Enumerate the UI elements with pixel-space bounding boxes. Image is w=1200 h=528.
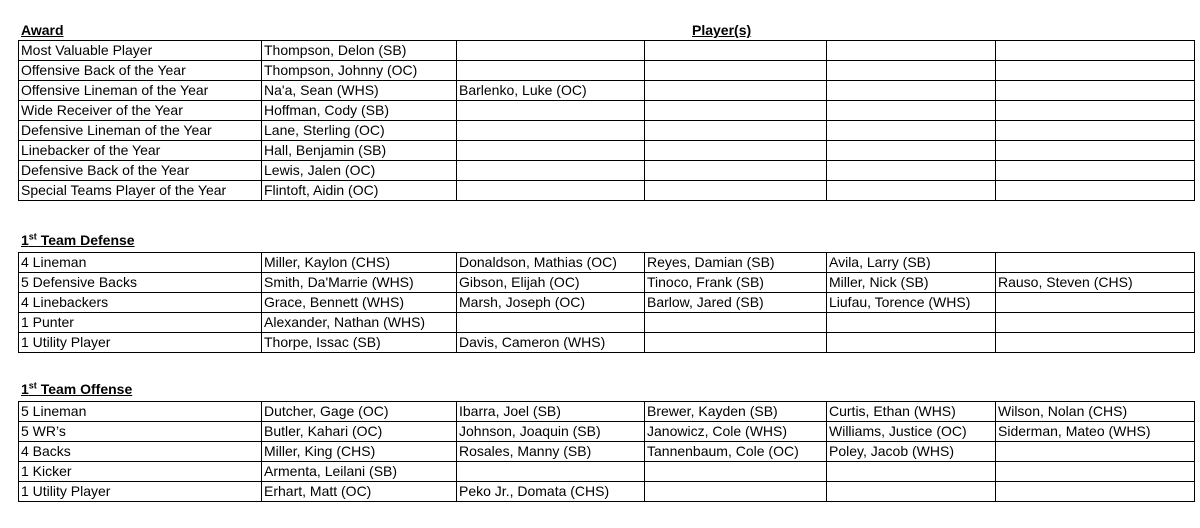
player-cell	[457, 121, 645, 141]
player-cell: Butler, Kahari (OC)	[262, 422, 457, 442]
player-cell: Tannenbaum, Cole (OC)	[645, 442, 827, 462]
award-cell: 5 WR’s	[19, 422, 262, 442]
player-cell: Marsh, Joseph (OC)	[457, 293, 645, 313]
player-cell	[827, 181, 996, 201]
player-cell	[457, 161, 645, 181]
table-row	[19, 161, 1195, 181]
table-row	[19, 442, 1195, 462]
award-cell: 5 Lineman	[19, 402, 262, 422]
table-row	[19, 61, 1195, 81]
player-cell	[996, 81, 1195, 101]
player-cell: Wilson, Nolan (CHS)	[996, 402, 1195, 422]
player-cell	[996, 293, 1195, 313]
player-cell: Barlenko, Luke (OC)	[457, 81, 645, 101]
player-cell	[645, 141, 827, 161]
player-cell: Smith, Da'Marrie (WHS)	[262, 273, 457, 293]
award-cell: 4 Backs	[19, 442, 262, 462]
player-cell	[996, 253, 1195, 273]
player-cell: Miller, Kaylon (CHS)	[262, 253, 457, 273]
player-cell	[645, 41, 827, 61]
player-cell	[996, 161, 1195, 181]
award-cell: Linebacker of the Year	[19, 141, 262, 161]
player-cell: Curtis, Ethan (WHS)	[827, 402, 996, 422]
player-cell	[827, 101, 996, 121]
player-cell	[645, 61, 827, 81]
awards-table	[18, 40, 1195, 201]
player-cell	[996, 333, 1195, 353]
player-cell: Thompson, Johnny (OC)	[262, 61, 457, 81]
player-cell	[645, 121, 827, 141]
table-row	[19, 273, 1195, 293]
offense-title-number: 1	[21, 381, 29, 397]
player-cell	[996, 41, 1195, 61]
player-cell: Reyes, Damian (SB)	[645, 253, 827, 273]
offense-table	[18, 401, 1195, 502]
player-cell	[457, 462, 645, 482]
defense-title-text: Team Defense	[36, 232, 135, 248]
player-cell: Lane, Sterling (OC)	[262, 121, 457, 141]
player-cell: Armenta, Leilani (SB)	[262, 462, 457, 482]
table-row	[19, 181, 1195, 201]
player-cell	[996, 181, 1195, 201]
player-cell: Poley, Jacob (WHS)	[827, 442, 996, 462]
player-cell	[996, 101, 1195, 121]
table-row	[19, 121, 1195, 141]
player-cell: Hoffman, Cody (SB)	[262, 101, 457, 121]
player-cell	[996, 121, 1195, 141]
table-row	[19, 402, 1195, 422]
player-cell	[645, 181, 827, 201]
player-cell: Janowicz, Cole (WHS)	[645, 422, 827, 442]
award-cell: Offensive Back of the Year	[19, 61, 262, 81]
player-cell	[645, 462, 827, 482]
offense-section-title	[21, 381, 132, 398]
player-cell: Liufau, Torence (WHS)	[827, 293, 996, 313]
player-cell: Williams, Justice (OC)	[827, 422, 996, 442]
player-cell: Na'a, Sean (WHS)	[262, 81, 457, 101]
player-cell	[457, 141, 645, 161]
award-cell: 1 Utility Player	[19, 482, 262, 502]
player-cell	[827, 121, 996, 141]
player-cell	[827, 462, 996, 482]
player-cell	[827, 81, 996, 101]
award-cell: 1 Utility Player	[19, 333, 262, 353]
player-cell: Erhart, Matt (OC)	[262, 482, 457, 502]
award-cell: 4 Linebackers	[19, 293, 262, 313]
player-cell	[827, 61, 996, 81]
player-cell	[827, 313, 996, 333]
player-cell: Gibson, Elijah (OC)	[457, 273, 645, 293]
player-cell	[827, 41, 996, 61]
player-cell	[645, 161, 827, 181]
table-row	[19, 141, 1195, 161]
table-row	[19, 253, 1195, 273]
player-cell: Johnson, Joaquin (SB)	[457, 422, 645, 442]
table-row	[19, 333, 1195, 353]
header-row	[18, 22, 1194, 39]
table-row	[19, 81, 1195, 101]
player-cell	[457, 313, 645, 333]
player-cell	[996, 141, 1195, 161]
player-cell: Miller, Nick (SB)	[827, 273, 996, 293]
award-cell: Offensive Lineman of the Year	[19, 81, 262, 101]
table-row	[19, 101, 1195, 121]
defense-table	[18, 252, 1195, 353]
player-cell	[457, 41, 645, 61]
player-cell	[645, 313, 827, 333]
defense-title-number: 1	[21, 232, 29, 248]
table-row	[19, 313, 1195, 333]
player-cell	[996, 313, 1195, 333]
award-cell: Most Valuable Player	[19, 41, 262, 61]
player-cell	[996, 462, 1195, 482]
player-cell: Siderman, Mateo (WHS)	[996, 422, 1195, 442]
player-cell: Barlow, Jared (SB)	[645, 293, 827, 313]
player-cell	[827, 482, 996, 502]
player-cell	[645, 101, 827, 121]
table-row	[19, 462, 1195, 482]
defense-title-suffix: st	[28, 231, 37, 242]
players-column-header: Player(s)	[692, 22, 752, 38]
table-row	[19, 482, 1195, 502]
player-cell	[827, 333, 996, 353]
award-cell: Special Teams Player of the Year	[19, 181, 262, 201]
player-cell: Rauso, Steven (CHS)	[996, 273, 1195, 293]
offense-title-suffix: st	[28, 380, 37, 391]
player-cell: Peko Jr., Domata (CHS)	[457, 482, 645, 502]
player-cell: Ibarra, Joel (SB)	[457, 402, 645, 422]
player-cell	[457, 181, 645, 201]
player-cell: Lewis, Jalen (OC)	[262, 161, 457, 181]
player-cell: Avila, Larry (SB)	[827, 253, 996, 273]
player-cell	[996, 482, 1195, 502]
award-cell: 1 Punter	[19, 313, 262, 333]
player-cell	[457, 101, 645, 121]
table-row	[19, 422, 1195, 442]
award-cell: Wide Receiver of the Year	[19, 101, 262, 121]
player-cell: Miller, King (CHS)	[262, 442, 457, 462]
player-cell	[996, 61, 1195, 81]
player-cell: Brewer, Kayden (SB)	[645, 402, 827, 422]
player-cell: Donaldson, Mathias (OC)	[457, 253, 645, 273]
player-cell: Alexander, Nathan (WHS)	[262, 313, 457, 333]
player-cell: Davis, Cameron (WHS)	[457, 333, 645, 353]
player-cell	[457, 61, 645, 81]
player-cell	[645, 482, 827, 502]
award-cell: Defensive Lineman of the Year	[19, 121, 262, 141]
award-cell: 4 Lineman	[19, 253, 262, 273]
player-cell: Dutcher, Gage (OC)	[262, 402, 457, 422]
table-row	[19, 293, 1195, 313]
player-cell	[645, 81, 827, 101]
player-cell	[827, 141, 996, 161]
player-cell: Tinoco, Frank (SB)	[645, 273, 827, 293]
award-cell: Defensive Back of the Year	[19, 161, 262, 181]
player-cell: Grace, Bennett (WHS)	[262, 293, 457, 313]
table-row	[19, 41, 1195, 61]
defense-section-title	[21, 232, 135, 249]
player-cell	[645, 333, 827, 353]
player-cell: Thompson, Delon (SB)	[262, 41, 457, 61]
award-column-header: Award	[21, 22, 64, 38]
offense-title-text: Team Offense	[36, 381, 133, 397]
player-cell	[996, 442, 1195, 462]
player-cell: Hall, Benjamin (SB)	[262, 141, 457, 161]
player-cell: Rosales, Manny (SB)	[457, 442, 645, 462]
player-cell: Flintoft, Aidin (OC)	[262, 181, 457, 201]
player-cell	[827, 161, 996, 181]
award-cell: 5 Defensive Backs	[19, 273, 262, 293]
award-cell: 1 Kicker	[19, 462, 262, 482]
player-cell: Thorpe, Issac (SB)	[262, 333, 457, 353]
